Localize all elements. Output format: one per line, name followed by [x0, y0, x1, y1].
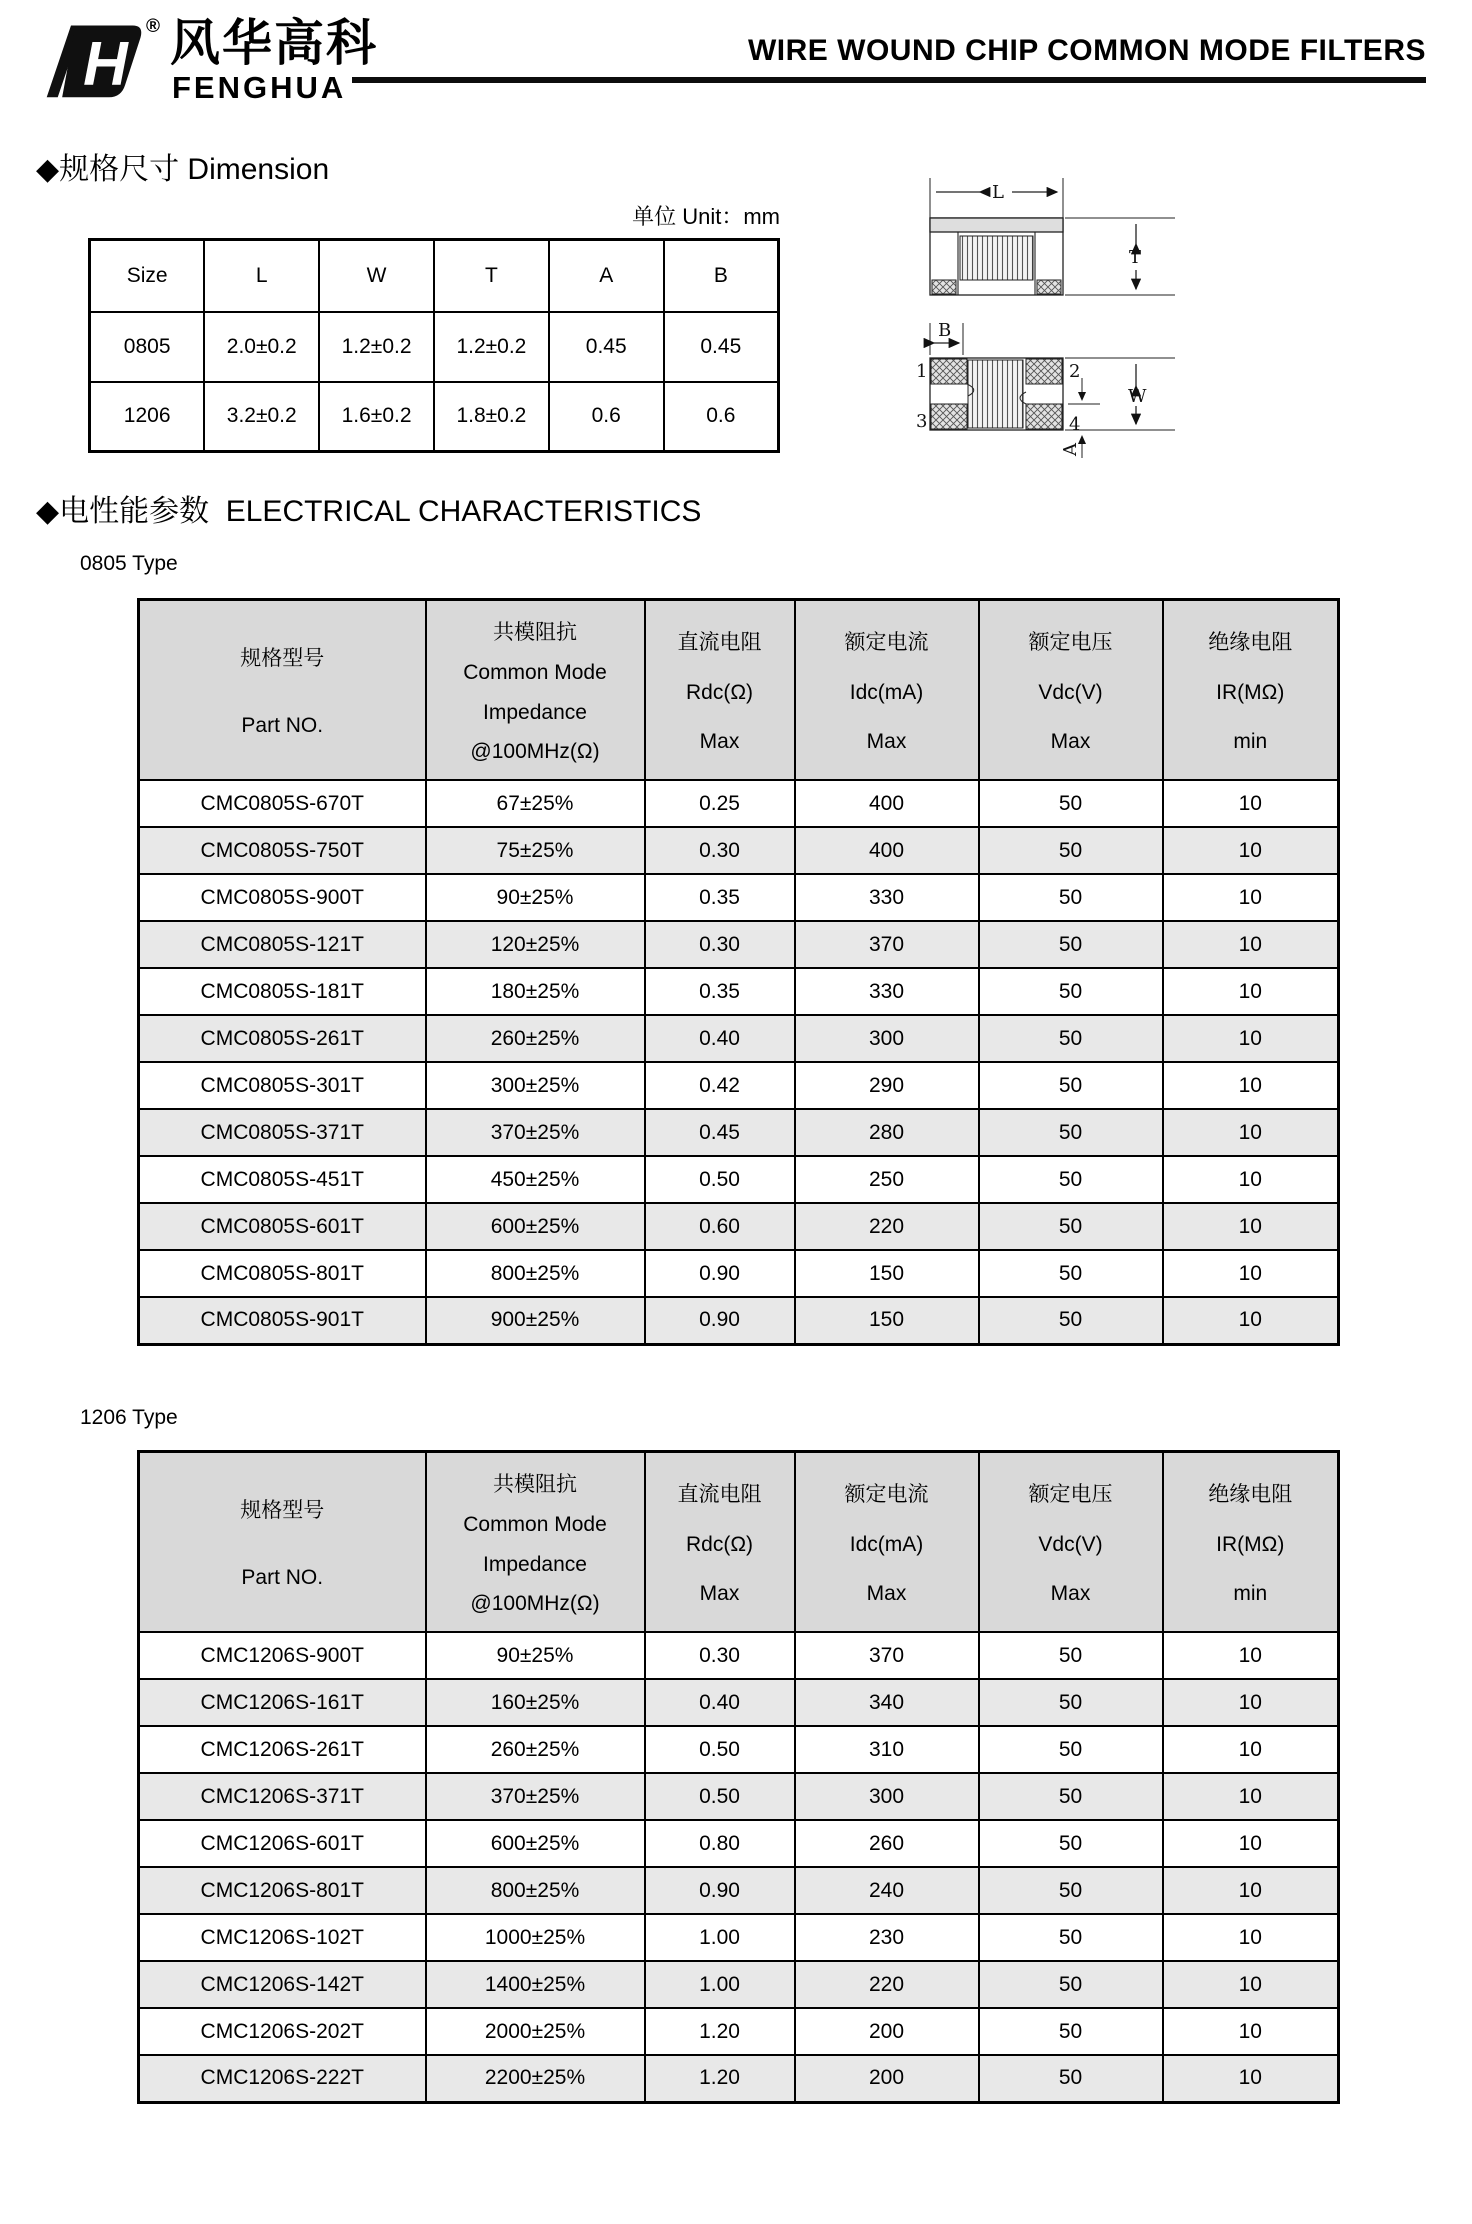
table-cell: 600±25% — [426, 1820, 645, 1867]
table-row — [139, 1867, 1339, 1914]
header-line: Impedance — [483, 700, 587, 724]
fenghua-logo-icon — [40, 20, 145, 100]
table-cell: 0.35 — [645, 874, 795, 921]
table-cell: 50 — [979, 2008, 1163, 2055]
table-cell: 370±25% — [426, 1773, 645, 1820]
header-line: Rdc(Ω) — [685, 1533, 754, 1556]
table-cell: 10 — [1163, 1679, 1339, 1726]
table-cell: 180±25% — [426, 968, 645, 1015]
header-cell-lines — [140, 1453, 425, 1631]
table-cell: 0805 — [90, 312, 205, 382]
table-cell: CMC0805S-801T — [139, 1250, 426, 1297]
column-header-cell — [139, 600, 426, 781]
table-cell: 50 — [979, 1156, 1163, 1203]
header-row — [139, 600, 1339, 781]
table-cell: CMC0805S-181T — [139, 968, 426, 1015]
table-cell: 310 — [795, 1726, 979, 1773]
table-cell: 10 — [1163, 1820, 1339, 1867]
table-cell: 160±25% — [426, 1679, 645, 1726]
table-cell: 0.42 — [645, 1062, 795, 1109]
table-cell: 0.90 — [645, 1867, 795, 1914]
header-cell-lines — [427, 601, 644, 779]
table-cell: 50 — [979, 1632, 1163, 1679]
table-row — [90, 312, 779, 382]
table-row — [139, 1015, 1339, 1062]
table-cell: CMC0805S-121T — [139, 921, 426, 968]
table-cell: 800±25% — [426, 1867, 645, 1914]
table-cell: 10 — [1163, 1914, 1339, 1961]
table-cell: 220 — [795, 1961, 979, 2008]
table-cell: 300±25% — [426, 1062, 645, 1109]
table-cell: CMC0805S-601T — [139, 1203, 426, 1250]
table-cell: 330 — [795, 968, 979, 1015]
table-cell: 0.60 — [645, 1203, 795, 1250]
table-cell: 450±25% — [426, 1156, 645, 1203]
column-header-cell: Size — [90, 240, 205, 312]
table-cell: 200 — [795, 2008, 979, 2055]
table-cell: 10 — [1163, 968, 1339, 1015]
table-cell: 10 — [1163, 1250, 1339, 1297]
table-row — [139, 1297, 1339, 1344]
table-cell: 10 — [1163, 1062, 1339, 1109]
table-row — [139, 1726, 1339, 1773]
table-cell: 120±25% — [426, 921, 645, 968]
table-cell: CMC0805S-670T — [139, 780, 426, 827]
table-cell: 260 — [795, 1820, 979, 1867]
table-cell: 1000±25% — [426, 1914, 645, 1961]
table-cell: 0.50 — [645, 1773, 795, 1820]
table-cell: 1.2±0.2 — [434, 312, 549, 382]
header-line: 绝缘电阻 — [1208, 1483, 1293, 1506]
column-header-cell — [426, 1452, 645, 1633]
column-header-cell — [1163, 1452, 1339, 1633]
dim-label-W: W — [1128, 386, 1147, 407]
table-row — [139, 921, 1339, 968]
header-line: IR(MΩ) — [1216, 681, 1285, 704]
header-cell-lines — [140, 601, 425, 779]
header-line: Common Mode — [463, 661, 607, 685]
header-cell-lines — [1164, 601, 1338, 779]
table-cell: CMC0805S-900T — [139, 874, 426, 921]
table-cell: 0.50 — [645, 1156, 795, 1203]
table-row — [139, 874, 1339, 921]
table-cell: 50 — [979, 1726, 1163, 1773]
dim-label-T: T — [1129, 247, 1142, 268]
table-cell: 300 — [795, 1015, 979, 1062]
header-line: Idc(mA) — [849, 1533, 924, 1556]
table-cell: 50 — [979, 1297, 1163, 1344]
table-cell: 2.0±0.2 — [204, 312, 319, 382]
table-cell: 10 — [1163, 1015, 1339, 1062]
table-cell: 0.45 — [549, 312, 664, 382]
table-row — [139, 780, 1339, 827]
header-line: min — [1233, 730, 1268, 753]
table-cell: 50 — [979, 1203, 1163, 1250]
column-header-cell — [979, 1452, 1163, 1633]
header-line: 规格型号 — [240, 1499, 325, 1523]
dimension-table-body — [90, 312, 779, 452]
column-header-cell — [979, 600, 1163, 781]
dimension-table-head — [90, 240, 779, 312]
table-cell: 1.00 — [645, 1914, 795, 1961]
table-cell: 800±25% — [426, 1250, 645, 1297]
table-cell: 0.40 — [645, 1679, 795, 1726]
header-line: min — [1233, 1582, 1268, 1605]
column-header-cell: L — [204, 240, 319, 312]
electrical-table-1206 — [137, 1450, 1340, 2104]
table-cell: 0.25 — [645, 780, 795, 827]
table-cell: 300 — [795, 1773, 979, 1820]
column-header-cell: T — [434, 240, 549, 312]
table-cell: 0.30 — [645, 921, 795, 968]
table-cell: 260±25% — [426, 1726, 645, 1773]
table-cell: CMC1206S-900T — [139, 1632, 426, 1679]
table-cell: 10 — [1163, 1961, 1339, 2008]
table-row — [139, 1109, 1339, 1156]
column-header-cell: A — [549, 240, 664, 312]
header-line: Max — [866, 730, 907, 753]
table-cell: 50 — [979, 780, 1163, 827]
table-row — [139, 1773, 1339, 1820]
table-cell: 0.90 — [645, 1297, 795, 1344]
table-cell: 10 — [1163, 1867, 1339, 1914]
table-cell: 280 — [795, 1109, 979, 1156]
table-cell: 50 — [979, 2055, 1163, 2102]
table-row — [139, 1914, 1339, 1961]
table-cell: 50 — [979, 874, 1163, 921]
table-row — [139, 1062, 1339, 1109]
column-header-cell — [1163, 600, 1339, 781]
table-cell: 600±25% — [426, 1203, 645, 1250]
table-cell: CMC1206S-142T — [139, 1961, 426, 2008]
dimension-section-heading: ◆规格尺寸 Dimension — [36, 153, 330, 186]
header-line: @100MHz(Ω) — [470, 1591, 600, 1615]
table-cell: 2200±25% — [426, 2055, 645, 2102]
type-label-1206: 1206 Type — [80, 1406, 178, 1429]
table-cell: 400 — [795, 780, 979, 827]
header-cell-lines — [980, 601, 1162, 779]
component-dimension-drawing — [880, 140, 1225, 475]
svg-text:H: H — [83, 30, 128, 100]
table-cell: 50 — [979, 968, 1163, 1015]
table-cell: 0.6 — [664, 382, 779, 452]
electrical-table-0805 — [137, 598, 1340, 1346]
table-cell: 340 — [795, 1679, 979, 1726]
header-line: Max — [699, 1582, 740, 1605]
table-cell: 0.45 — [664, 312, 779, 382]
unit-note: 单位 Unit：mm — [632, 204, 780, 229]
header-cell-lines — [646, 1453, 794, 1631]
table-cell: CMC1206S-801T — [139, 1867, 426, 1914]
dimension-table — [88, 238, 780, 453]
table-cell: CMC1206S-601T — [139, 1820, 426, 1867]
table-cell: 400 — [795, 827, 979, 874]
dim-label-A: A — [1060, 443, 1081, 456]
table-cell: 370 — [795, 1632, 979, 1679]
header-line: Impedance — [483, 1552, 587, 1576]
table-row — [139, 968, 1339, 1015]
table-cell: 10 — [1163, 1297, 1339, 1344]
header-line: 额定电流 — [844, 1483, 929, 1506]
pin-label-2: 2 — [1069, 361, 1081, 382]
header-line: @100MHz(Ω) — [470, 739, 600, 763]
table-cell: 67±25% — [426, 780, 645, 827]
table-cell: 50 — [979, 921, 1163, 968]
table-row — [90, 382, 779, 452]
header-cell-lines — [796, 601, 978, 779]
pin-label-4: 4 — [1069, 414, 1081, 435]
table-cell: 10 — [1163, 1109, 1339, 1156]
table-cell: 230 — [795, 1914, 979, 1961]
header-line: Vdc(V) — [1038, 1533, 1103, 1556]
table-cell: 50 — [979, 1773, 1163, 1820]
table-cell: 10 — [1163, 874, 1339, 921]
table-cell: 10 — [1163, 1632, 1339, 1679]
logo-english-name: FENGHUA — [172, 70, 347, 105]
header-cell-lines — [980, 1453, 1162, 1631]
header-line: IR(MΩ) — [1216, 1533, 1285, 1556]
table-cell: 10 — [1163, 1726, 1339, 1773]
table-cell: CMC1206S-202T — [139, 2008, 426, 2055]
header-line: Max — [1050, 730, 1091, 753]
electrical-table-body — [139, 1632, 1339, 2102]
table-cell: 0.30 — [645, 827, 795, 874]
table-cell: CMC1206S-371T — [139, 1773, 426, 1820]
table-cell: 290 — [795, 1062, 979, 1109]
table-row — [139, 2055, 1339, 2102]
table-cell: 0.45 — [645, 1109, 795, 1156]
table-row — [139, 1632, 1339, 1679]
table-cell: 50 — [979, 1062, 1163, 1109]
table-cell: 0.6 — [549, 382, 664, 452]
electrical-table-head — [139, 1452, 1339, 1633]
header-cell-lines — [1164, 1453, 1338, 1631]
table-cell: 2000±25% — [426, 2008, 645, 2055]
table-cell: 10 — [1163, 780, 1339, 827]
table-cell: CMC0805S-750T — [139, 827, 426, 874]
header-line: Max — [1050, 1582, 1091, 1605]
table-cell: 1.8±0.2 — [434, 382, 549, 452]
header-line: 绝缘电阻 — [1208, 631, 1293, 654]
table-row — [139, 1961, 1339, 2008]
table-row — [139, 827, 1339, 874]
logo-chinese-name: 风华高科 — [170, 15, 378, 71]
table-cell: 10 — [1163, 2055, 1339, 2102]
electrical-table-head — [139, 600, 1339, 781]
header-cell-lines — [427, 1453, 644, 1631]
table-cell: 1.20 — [645, 2008, 795, 2055]
table-cell: 150 — [795, 1297, 979, 1344]
column-header-cell — [426, 600, 645, 781]
table-cell: CMC1206S-102T — [139, 1914, 426, 1961]
header-cell-lines — [796, 1453, 978, 1631]
header-line: 直流电阻 — [677, 1483, 762, 1506]
header-rule — [352, 77, 1426, 83]
table-cell: 10 — [1163, 2008, 1339, 2055]
table-cell: 370 — [795, 921, 979, 968]
table-cell: 50 — [979, 1250, 1163, 1297]
dim-label-B: B — [938, 320, 952, 341]
table-cell: 1.6±0.2 — [319, 382, 434, 452]
pin-label-1: 1 — [916, 361, 928, 382]
table-cell: 150 — [795, 1250, 979, 1297]
header-line: 额定电流 — [844, 631, 929, 654]
document-title: WIRE WOUND CHIP COMMON MODE FILTERS — [747, 34, 1426, 67]
table-row — [139, 1250, 1339, 1297]
table-cell: 75±25% — [426, 827, 645, 874]
header-line: Rdc(Ω) — [685, 681, 754, 704]
table-cell: 50 — [979, 1015, 1163, 1062]
electrical-table-body — [139, 780, 1339, 1344]
header-line: Max — [699, 730, 740, 753]
column-header-cell — [795, 1452, 979, 1633]
table-cell: 1.20 — [645, 2055, 795, 2102]
column-header-cell — [795, 600, 979, 781]
column-header-cell — [645, 600, 795, 781]
header-line: 额定电压 — [1028, 631, 1113, 654]
table-cell: CMC0805S-371T — [139, 1109, 426, 1156]
table-cell: 50 — [979, 827, 1163, 874]
header-line: 直流电阻 — [677, 631, 762, 654]
table-cell: 0.50 — [645, 1726, 795, 1773]
header-line: Part NO. — [241, 1565, 324, 1589]
header-line: Part NO. — [241, 713, 324, 737]
type-label-0805: 0805 Type — [80, 552, 178, 575]
table-cell: 3.2±0.2 — [204, 382, 319, 452]
table-cell: 1206 — [90, 382, 205, 452]
header-line: Common Mode — [463, 1513, 607, 1537]
table-cell: 370±25% — [426, 1109, 645, 1156]
table-cell: 10 — [1163, 1156, 1339, 1203]
table-cell: 1400±25% — [426, 1961, 645, 2008]
header-line: 额定电压 — [1028, 1483, 1113, 1506]
table-row — [139, 1203, 1339, 1250]
table-cell: 1.2±0.2 — [319, 312, 434, 382]
table-cell: 0.35 — [645, 968, 795, 1015]
table-cell: 330 — [795, 874, 979, 921]
table-cell: 200 — [795, 2055, 979, 2102]
pin-label-3: 3 — [916, 411, 928, 432]
header-row — [90, 240, 779, 312]
header-row — [139, 1452, 1339, 1633]
table-cell: 1.00 — [645, 1961, 795, 2008]
table-cell: 240 — [795, 1867, 979, 1914]
column-header-cell — [139, 1452, 426, 1633]
table-cell: 10 — [1163, 1203, 1339, 1250]
header-line: 规格型号 — [240, 647, 325, 671]
column-header-cell: W — [319, 240, 434, 312]
table-cell: 900±25% — [426, 1297, 645, 1344]
table-cell: CMC0805S-261T — [139, 1015, 426, 1062]
table-row — [139, 2008, 1339, 2055]
table-cell: 0.80 — [645, 1820, 795, 1867]
table-cell: 10 — [1163, 1773, 1339, 1820]
table-cell: CMC0805S-451T — [139, 1156, 426, 1203]
table-cell: 50 — [979, 1109, 1163, 1156]
column-header-cell — [645, 1452, 795, 1633]
table-cell: 0.90 — [645, 1250, 795, 1297]
table-cell: 50 — [979, 1820, 1163, 1867]
table-cell: CMC0805S-901T — [139, 1297, 426, 1344]
dim-label-L: L — [992, 182, 1004, 203]
side-view — [930, 178, 1175, 295]
header-cell-lines — [646, 601, 794, 779]
table-cell: CMC1206S-261T — [139, 1726, 426, 1773]
header-line: Idc(mA) — [849, 681, 924, 704]
table-cell: 0.30 — [645, 1632, 795, 1679]
table-cell: CMC1206S-161T — [139, 1679, 426, 1726]
table-cell: 90±25% — [426, 1632, 645, 1679]
table-cell: 0.40 — [645, 1015, 795, 1062]
column-header-cell: B — [664, 240, 779, 312]
registered-trademark-icon: ® — [146, 16, 160, 37]
table-cell: 50 — [979, 1679, 1163, 1726]
table-cell: CMC1206S-222T — [139, 2055, 426, 2102]
table-cell: 260±25% — [426, 1015, 645, 1062]
table-cell: CMC0805S-301T — [139, 1062, 426, 1109]
table-cell: 50 — [979, 1914, 1163, 1961]
table-row — [139, 1679, 1339, 1726]
header-line: 共模阻抗 — [493, 621, 577, 645]
table-cell: 250 — [795, 1156, 979, 1203]
header-line: Max — [866, 1582, 907, 1605]
table-cell: 90±25% — [426, 874, 645, 921]
header-line: 共模阻抗 — [493, 1473, 577, 1497]
header-line: Vdc(V) — [1038, 681, 1103, 704]
table-cell: 10 — [1163, 827, 1339, 874]
table-cell: 220 — [795, 1203, 979, 1250]
table-row — [139, 1820, 1339, 1867]
electrical-section-heading: ◆电性能参数 ELECTRICAL CHARACTERISTICS — [36, 495, 702, 528]
table-row — [139, 1156, 1339, 1203]
table-cell: 50 — [979, 1867, 1163, 1914]
table-cell: 50 — [979, 1961, 1163, 2008]
table-cell: 10 — [1163, 921, 1339, 968]
